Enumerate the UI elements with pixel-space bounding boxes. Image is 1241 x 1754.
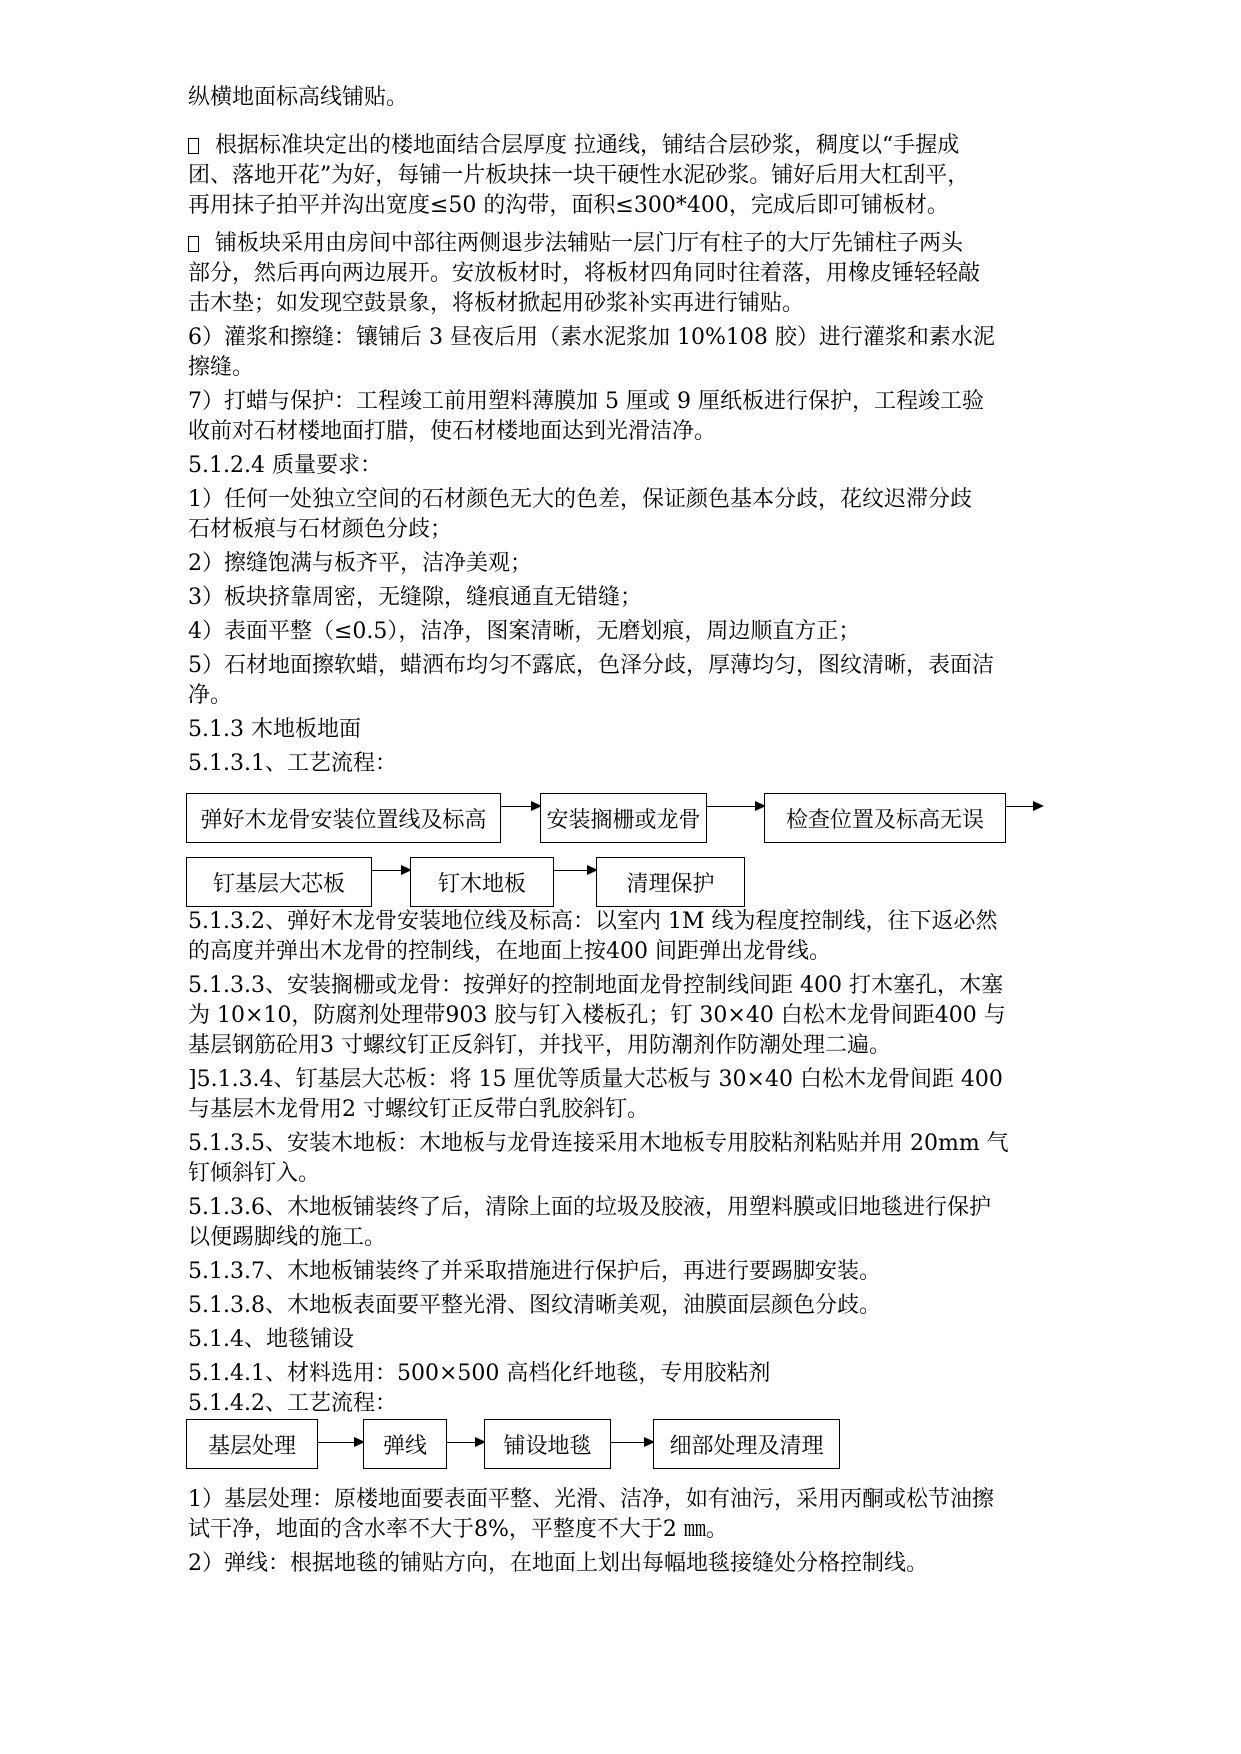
text-line: 的高度并弹出木龙骨的控制线，在地面上按400 间距弹出龙骨线。 [188,939,831,964]
flow-box-carpet-4: 细部处理及清理 [653,1419,840,1469]
text-line: 7）打蜡与保护：工程竣工前用塑料薄膜加 5 厘或 9 厘纸板进行保护，工程竣工验 [188,389,984,414]
text-line: 根据标准块定出的楼地面结合层厚度 拉通线，铺结合层砂浆，稠度以“手握成 [215,133,960,158]
text-line: 1）任何一处独立空间的石材颜色无大的色差，保证颜色基本分歧，花纹迟滞分歧 [188,487,972,512]
text-line: 1）基层处理：原楼地面要表面平整、光滑、洁净，如有油污，采用丙酮或松节油擦 [188,1487,994,1512]
flow-box-wood-2: 安装搁栅或龙骨 [540,793,707,843]
text-line: 击木垫；如发现空鼓景象，将板材掀起用砂浆补实再进行铺贴。 [188,291,805,316]
text-line: 5.1.3.6、木地板铺装终了后，清除上面的垃圾及胶液，用塑料膜或旧地毯进行保护 [188,1195,991,1220]
flow-arrow [318,1442,363,1443]
bullet-paragraph-line [188,229,963,259]
flow-arrow [611,1442,653,1443]
bullet-icon [188,138,199,154]
text-line: 净。 [188,683,233,708]
flow-box-wood-1: 弹好木龙骨安装位置线及标高 [186,793,501,843]
text-line: 5.1.4.1、材料选用：500×500 高档化纤地毯，专用胶粘剂 [188,1361,771,1386]
flow-box-carpet-1: 基层处理 [186,1419,318,1469]
text-line: 团、落地开花”为好，每铺一片板块抹一块干硬性水泥砂浆。铺好后用大杠刮平， [188,163,970,188]
flow-arrow [1006,806,1042,807]
text-line: 部分，然后再向两边展开。安放板材时，将板材四角同时往着落，用橡皮锤轻轻敲 [188,261,981,286]
text-line: 铺板块采用由房间中部往两侧退步法辅贴一层门厅有柱子的大厅先铺柱子两头 [215,231,964,256]
text-line: 5.1.3.3、安装搁栅或龙骨：按弹好的控制地面龙骨控制线间距 400 打木塞孔，木塞 [188,973,1003,998]
flow-arrow [501,806,540,807]
text-line: 收前对石材楼地面打腊，使石材楼地面达到光滑洁净。 [188,419,717,444]
section-heading: 5.1.4.2、工艺流程： [188,1391,397,1416]
flow-arrow [447,1442,484,1443]
section-heading: 5.1.4、地毯铺设 [188,1327,354,1352]
text-line: 2）弹线：根据地毯的铺贴方向，在地面上划出每幅地毯接缝处分格控制线。 [188,1551,928,1576]
text-line: 2）擦缝饱满与板齐平，洁净美观； [188,551,532,576]
text-line: 为 10×10，防腐剂处理带903 胶与钉入楼板孔；钉 30×40 白松木龙骨间距400 与 [188,1003,1006,1028]
text-line: 与基层木龙骨用2 寸螺纹钉正反带白乳胶斜钉。 [188,1097,649,1122]
text-line: ]5.1.3.4、钉基层大芯板：将 15 厘优等质量大芯板与 30×40 白松木龙骨间距 400 [188,1067,1003,1092]
text-line: 再用抹子拍平并沟出宽度≤50 的沟带，面积≤300*400，完成后即可铺板材。 [188,193,949,218]
section-heading: 5.1.3 木地板地面 [188,717,361,742]
text-line: 擦缝。 [188,355,255,380]
bullet-icon [188,236,199,252]
bullet-paragraph-line [188,131,959,161]
text-line: 6）灌浆和擦缝：镶铺后 3 昼夜后用（素水泥浆加 10%108 胶）进行灌浆和素水泥 [188,325,995,350]
flow-arrow [707,806,764,807]
text-line: 钉倾斜钉入。 [188,1161,321,1186]
flow-box-carpet-2: 弹线 [363,1419,447,1469]
flow-box-wood-6: 清理保护 [596,857,745,907]
flow-box-wood-5: 钉木地板 [410,857,554,907]
text-line: 试干净，地面的含水率不大于8%，平整度不大于2 ㎜。 [188,1517,728,1542]
flow-box-wood-4: 钉基层大芯板 [186,857,372,907]
text-line: 5.1.3.5、安装木地板：木地板与龙骨连接采用木地板专用胶粘剂粘贴并用 20mm 气 [188,1131,1009,1156]
text-line: 石材板痕与石材颜色分歧； [188,517,453,542]
text-line: 5）石材地面擦软蜡，蜡洒布均匀不露底，色泽分歧，厚薄均匀，图纹清晰，表面洁 [188,653,994,678]
flow-box-wood-3: 检查位置及标高无误 [764,793,1006,843]
flow-arrow [554,870,596,871]
text-line: 纵横地面标高线铺贴。 [188,85,409,110]
text-line: 以便踢脚线的施工。 [188,1225,387,1250]
text-line: 5.1.3.7、木地板铺装终了并采取措施进行保护后，再进行要踢脚安装。 [188,1259,881,1284]
text-line: 5.1.3.2、弹好木龙骨安装地位线及标高：以室内 1M 线为程度控制线，往下返必然 [188,909,998,934]
flow-box-carpet-3: 铺设地毯 [484,1419,611,1469]
section-heading: 5.1.3.1、工艺流程： [188,751,397,776]
text-line: 3）板块挤靠周密，无缝隙，缝痕通直无错缝； [188,585,642,610]
text-line: 4）表面平整（≤0.5），洁净，图案清晰，无磨划痕，周边顺直方正； [188,619,861,644]
text-line: 基层钢筋砼用3 寸螺纹钉正反斜钉，并找平，用防潮剂作防潮处理二遍。 [188,1033,891,1058]
flow-arrow [372,870,410,871]
text-line: 5.1.3.8、木地板表面要平整光滑、图纹清晰美观，油膜面层颜色分歧。 [188,1293,881,1318]
section-heading: 5.1.2.4 质量要求： [188,453,382,478]
